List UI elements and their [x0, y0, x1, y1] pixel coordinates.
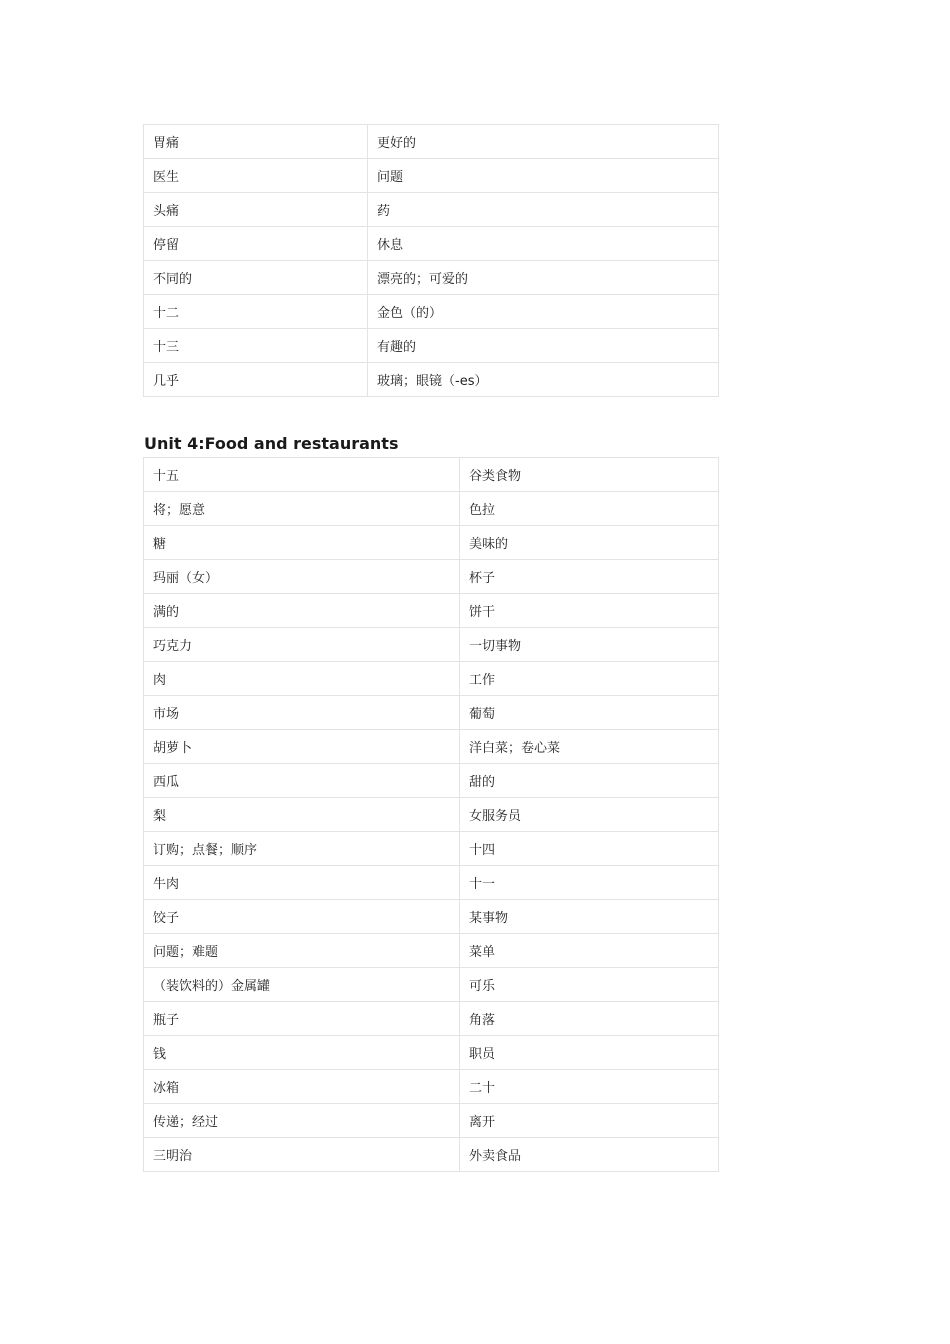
term-cell: 医生 [144, 159, 368, 193]
table-row [144, 1138, 719, 1172]
table-row [144, 363, 719, 397]
term-cell: 胃痛 [144, 125, 368, 159]
table-row [144, 594, 719, 628]
vocabulary-table-food [143, 457, 719, 1172]
term-cell: 饼干 [460, 594, 719, 628]
term-cell: 十四 [460, 832, 719, 866]
term-cell: 糖 [144, 526, 460, 560]
term-cell: 角落 [460, 1002, 719, 1036]
table-row [144, 900, 719, 934]
term-cell: 离开 [460, 1104, 719, 1138]
term-cell: 问题；难题 [144, 934, 460, 968]
vocabulary-table-body [144, 458, 719, 1172]
term-cell: 胡萝卜 [144, 730, 460, 764]
table-row [144, 662, 719, 696]
table-row [144, 934, 719, 968]
term-cell: 可乐 [460, 968, 719, 1002]
term-cell: 洋白菜；卷心菜 [460, 730, 719, 764]
table-row [144, 1070, 719, 1104]
term-cell: 女服务员 [460, 798, 719, 832]
term-cell: 瓶子 [144, 1002, 460, 1036]
vocabulary-table-body [144, 125, 719, 397]
term-cell: 梨 [144, 798, 460, 832]
term-cell: 十三 [144, 329, 368, 363]
term-cell: 不同的 [144, 261, 368, 295]
term-cell: 将；愿意 [144, 492, 460, 526]
table-row [144, 492, 719, 526]
term-cell: 更好的 [368, 125, 719, 159]
table-row [144, 159, 719, 193]
vocabulary-table-health [143, 124, 719, 397]
table-row [144, 227, 719, 261]
term-cell: 市场 [144, 696, 460, 730]
table-row [144, 1002, 719, 1036]
term-cell: 十五 [144, 458, 460, 492]
term-cell: 某事物 [460, 900, 719, 934]
table-row [144, 628, 719, 662]
term-cell: 玛丽（女） [144, 560, 460, 594]
term-cell: 玻璃；眼镜（-es） [368, 363, 719, 397]
term-cell: 肉 [144, 662, 460, 696]
term-cell: 职员 [460, 1036, 719, 1070]
term-cell: 休息 [368, 227, 719, 261]
term-cell: 美味的 [460, 526, 719, 560]
table-row [144, 295, 719, 329]
table-row [144, 730, 719, 764]
term-cell: 十二 [144, 295, 368, 329]
term-cell: 冰箱 [144, 1070, 460, 1104]
term-cell: 停留 [144, 227, 368, 261]
term-cell: 订购；点餐；顺序 [144, 832, 460, 866]
table-row [144, 526, 719, 560]
table-row [144, 764, 719, 798]
table-row [144, 458, 719, 492]
term-cell: 满的 [144, 594, 460, 628]
term-cell: 头痛 [144, 193, 368, 227]
term-cell: 金色（的） [368, 295, 719, 329]
term-cell: 饺子 [144, 900, 460, 934]
term-cell: 漂亮的；可爱的 [368, 261, 719, 295]
term-cell: 二十 [460, 1070, 719, 1104]
term-cell: 外卖食品 [460, 1138, 719, 1172]
term-cell: 传递；经过 [144, 1104, 460, 1138]
term-cell: 三明治 [144, 1138, 460, 1172]
term-cell: 甜的 [460, 764, 719, 798]
table-row [144, 193, 719, 227]
term-cell: 菜单 [460, 934, 719, 968]
table-row [144, 125, 719, 159]
table-row [144, 560, 719, 594]
term-cell: 巧克力 [144, 628, 460, 662]
term-cell: 问题 [368, 159, 719, 193]
term-cell: 谷类食物 [460, 458, 719, 492]
term-cell: 一切事物 [460, 628, 719, 662]
term-cell: 牛肉 [144, 866, 460, 900]
term-cell: 有趣的 [368, 329, 719, 363]
term-cell: 钱 [144, 1036, 460, 1070]
table-row [144, 1036, 719, 1070]
table-row [144, 696, 719, 730]
term-cell: 西瓜 [144, 764, 460, 798]
table-row [144, 968, 719, 1002]
term-cell: 工作 [460, 662, 719, 696]
term-cell: 葡萄 [460, 696, 719, 730]
table-row [144, 798, 719, 832]
term-cell: 药 [368, 193, 719, 227]
section-heading-unit-4: Unit 4:Food and restaurants [144, 434, 399, 453]
table-row [144, 866, 719, 900]
term-cell: 十一 [460, 866, 719, 900]
term-cell: （装饮料的）金属罐 [144, 968, 460, 1002]
table-row [144, 1104, 719, 1138]
table-row [144, 832, 719, 866]
table-row [144, 261, 719, 295]
term-cell: 几乎 [144, 363, 368, 397]
table-row [144, 329, 719, 363]
term-cell: 杯子 [460, 560, 719, 594]
term-cell: 色拉 [460, 492, 719, 526]
